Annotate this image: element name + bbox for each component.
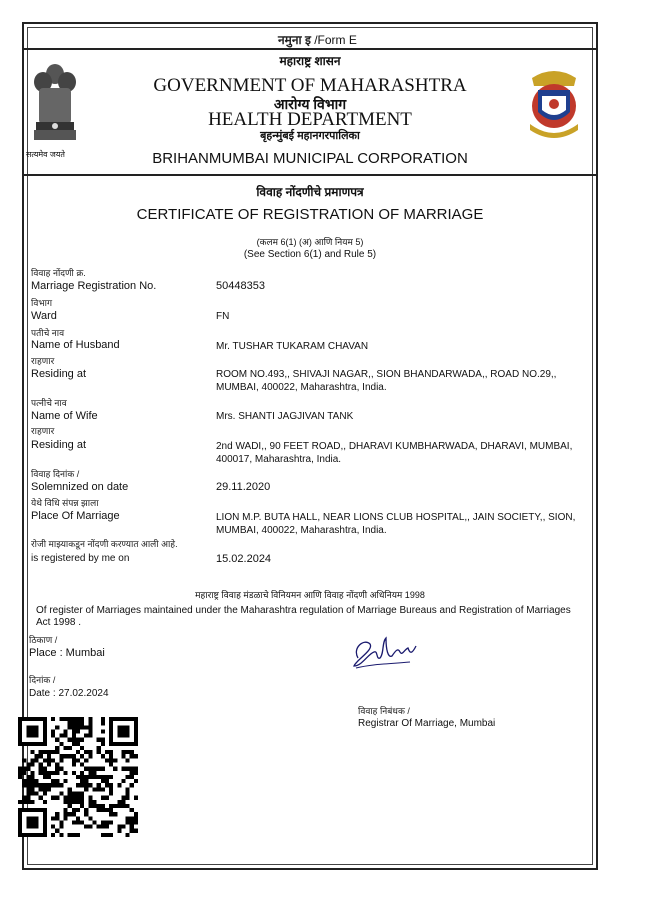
- reg-no-value: 50448353: [216, 280, 265, 292]
- place-label: Place Of Marriage: [31, 510, 120, 522]
- section-dev: (कलम 6(1) (अ) आणि नियम 5): [256, 237, 364, 247]
- registrar-dev: विवाह निबंधक /: [358, 706, 410, 716]
- emblem-motto: सत्यमेव जयते: [26, 150, 65, 159]
- form-label-dev: नमुना इ: [278, 33, 311, 47]
- solemnized-label: Solemnized on date: [31, 481, 129, 493]
- solemnized-value: 29.11.2020: [216, 481, 271, 493]
- husband-res-value: ROOM NO.493,, SHIVAJI NAGAR,, SION BHANDARWADA,, ROAD NO.29,, MUMBAI, 400022, Maharashtra, India.: [216, 369, 557, 393]
- dept-en: HEALTH DEPARTMENT: [208, 109, 412, 130]
- ward-dev: विभाग: [31, 298, 53, 308]
- place-value: LION M.P. BUTA HALL, NEAR LIONS CLUB HOSPITAL,, JAIN SOCIETY,, SION, MUMBAI, 400022, Maharashtra, India.: [216, 512, 576, 536]
- husband-value: Mr. TUSHAR TUKARAM CHAVAN: [216, 341, 369, 352]
- corp-dev: बृहन्मुंबई महानगरपालिका: [260, 130, 360, 142]
- date-footer: Date : 27.02.2024: [29, 688, 109, 699]
- wife-res-dev: राहणार: [31, 426, 55, 436]
- ward-value: FN: [216, 311, 230, 322]
- header-divider-top: [24, 48, 598, 50]
- national-emblem-icon: [26, 60, 84, 152]
- bmc-crest-icon: [522, 66, 586, 144]
- wife-label: Name of Wife: [31, 410, 98, 422]
- registrar-signature-icon: [348, 628, 424, 672]
- solemnized-dev: विवाह दिनांक /: [31, 469, 80, 479]
- wife-dev: पत्नीचे नाव: [31, 398, 67, 408]
- ward-label: Ward: [31, 310, 57, 322]
- wife-res-value: 2nd WADI,, 90 FEET ROAD,, DHARAVI KUMBHARWADA, DHARAVI, MUMBAI, 400017, Maharashtra, India.: [216, 441, 573, 465]
- corp-en: BRIHANMUMBAI MUNICIPAL CORPORATION: [152, 150, 468, 167]
- qr-code-icon: [18, 717, 138, 837]
- place-dev: येथे विधि संपन्न झाला: [31, 498, 99, 508]
- place-footer-dev: ठिकाण /: [29, 635, 58, 645]
- registered-label: is registered by me on: [31, 553, 130, 564]
- wife-res-label: Residing at: [31, 439, 87, 451]
- govt-en: GOVERNMENT OF MAHARASHTRA: [153, 75, 467, 96]
- registered-dev: रोजी माझ्याकडून नोंदणी करण्यात आली आहे.: [31, 539, 178, 549]
- reg-no-dev: विवाह नोंदणी क्र.: [31, 268, 86, 278]
- cert-title-dev: विवाह नोंदणीचे प्रमाणपत्र: [256, 185, 364, 199]
- registrar-en: Registrar Of Marriage, Mumbai: [358, 718, 496, 729]
- form-label-en: /Form E: [314, 33, 357, 47]
- section-en: (See Section 6(1) and Rule 5): [243, 249, 377, 260]
- govt-dev: महाराष्ट्र शासन: [279, 54, 341, 68]
- form-label: [278, 31, 357, 48]
- dept-dev: आरोग्य विभाग: [273, 96, 347, 112]
- wife-value: Mrs. SHANTI JAGJIVAN TANK: [216, 411, 354, 422]
- place-footer: Place : Mumbai: [29, 647, 105, 659]
- husband-label: Name of Husband: [31, 339, 120, 351]
- header-divider-bottom: [24, 174, 598, 176]
- husband-dev: पतीचे नाव: [31, 328, 65, 338]
- act-dev: महाराष्ट्र विवाह मंडळाचे विनियमन आणि विवाह नोंदणी अधिनियम 1998: [195, 590, 425, 600]
- registered-value: 15.02.2024: [216, 553, 272, 565]
- cert-title-en: CERTIFICATE OF REGISTRATION OF MARRIAGE: [136, 206, 484, 223]
- reg-no-label: Marriage Registration No.: [31, 280, 157, 292]
- husband-res-dev: राहणार: [31, 356, 55, 366]
- act-en: Of register of Marriages maintained under the Maharashtra regulation of Marriage Bureaus and Registration of Marriages Act 1998 .: [36, 605, 571, 628]
- date-footer-dev: दिनांक /: [29, 675, 56, 685]
- husband-res-label: Residing at: [31, 368, 87, 380]
